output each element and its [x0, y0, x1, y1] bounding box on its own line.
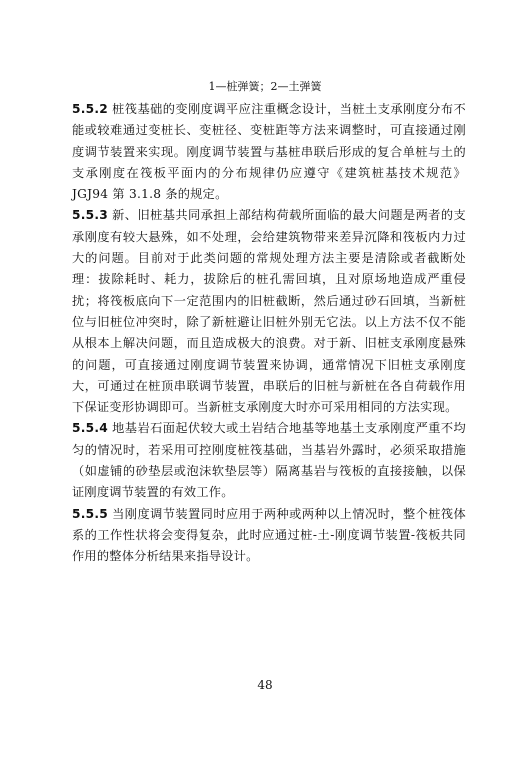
clause-5-5-5	[72, 504, 466, 568]
clause-5-5-2	[72, 99, 466, 205]
clause-text: 地基岩石面起伏较大或土岩结合地基等地基土支承刚度严重不均匀的情况时，若采用可控刚度桩筏基础，当基岩外露时，必须采取措施（如虚铺的砂垫层或泡沫软垫层等）隔离基岩与筏板的直接接触，以保证刚度调节装置的有效工作。	[72, 421, 466, 500]
body-text	[72, 99, 466, 568]
clause-text: 新、旧桩基共同承担上部结构荷载所面临的最大问题是两者的支承刚度有较大悬殊，如不处理，会给建筑物带来差异沉降和筏板内力过大的问题。目前对于此类问题的常规处理方法主要是清除或者截断处理：拔除耗时、耗力，拔除后的桩孔需回填，且对原场地造成严重侵扰；将筏板底向下一定范围内的旧桩截断，然后通过砂石回填，当新桩位与旧桩位冲突时，除了新桩避让旧桩外别无它法。以上方法不仅不能从根本上解决问题，而且造成极大的浪费。对于新、旧桩支承刚度悬殊的问题，可直接通过刚度调节装置来协调，通常情况下旧桩支承刚度大，可通过在桩顶串联调节装置，串联后的旧桩与新桩在各自荷载作用下保证变形协调即可。当新桩支承刚度大时亦可采用相同的方法实现。	[72, 208, 466, 415]
clause-text: 当刚度调节装置同时应用于两种或两种以上情况时，整个桩筏体系的工作性状将会变得复杂，此时应通过桩-土-刚度调节装置-筏板共同作用的整体分析结果来指导设计。	[72, 506, 466, 564]
clause-number: 5.5.4	[72, 421, 108, 436]
clause-text: 桩筏基础的变刚度调平应注重概念设计，当桩土支承刚度分布不能或较难通过变桩长、变桩径、变桩距等方法来调整时，可直接通过刚度调节装置来实现。刚度调节装置与基桩串联后形成的复合单桩与土的支承刚度在筏板平面内的分布规律仍应遵守《建筑桩基技术规范》 JGJ94 第 3.1.8 条的规定。	[72, 102, 466, 202]
clause-5-5-4	[72, 418, 466, 503]
figure-caption: 1—桩弹簧；2—土弹簧	[208, 80, 322, 93]
page-number: 48	[257, 678, 273, 692]
clause-number: 5.5.2	[72, 102, 108, 116]
clause-5-5-3	[72, 205, 466, 418]
clause-number: 5.5.3	[72, 208, 108, 223]
clause-number: 5.5.5	[72, 506, 108, 521]
